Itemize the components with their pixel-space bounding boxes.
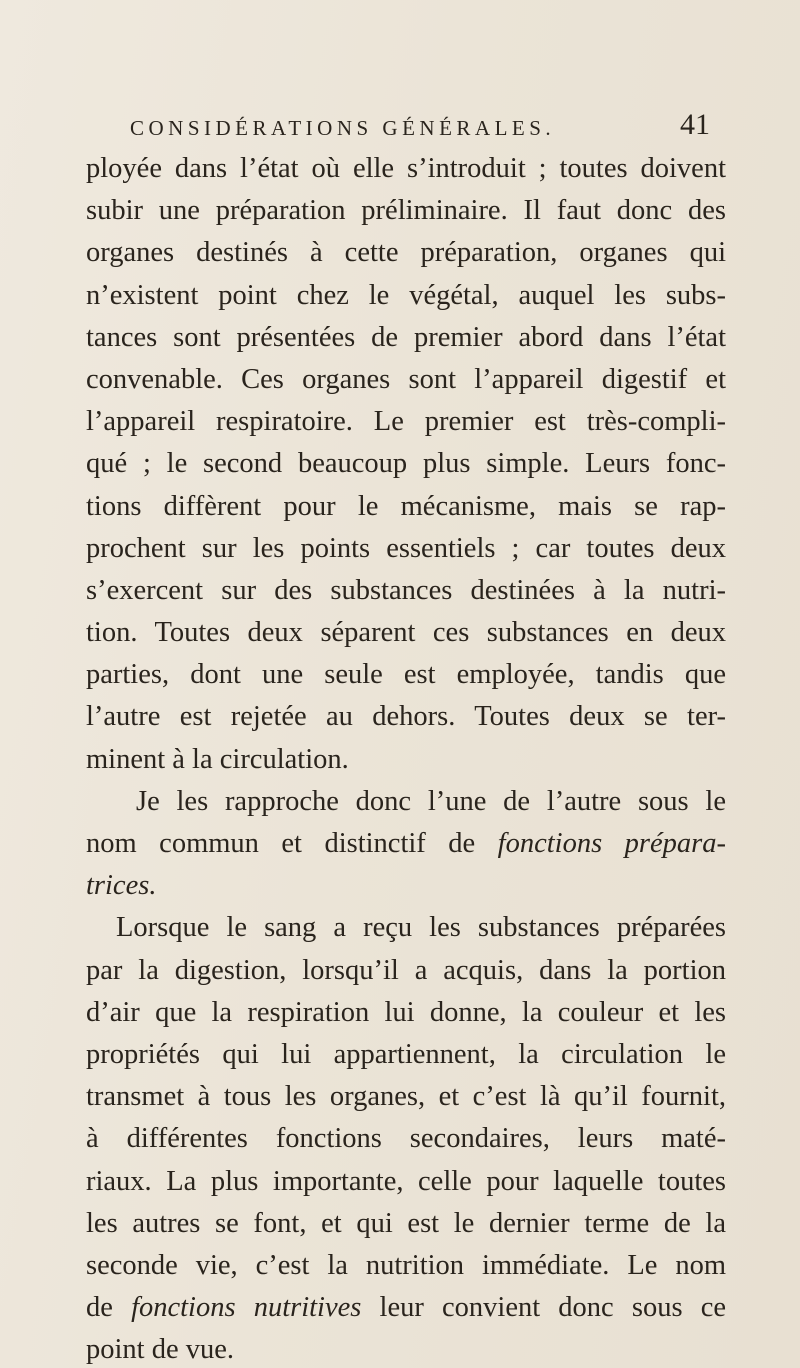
paragraph-start-line: Je les rapproche donc l’une de l’autre sous le (136, 785, 726, 817)
text-line: par la digestion, lorsqu’il a acquis, dans la portion (86, 954, 726, 986)
paragraph-start-line: Lorsque le sang a reçu les substances préparées (116, 912, 726, 944)
page-header (130, 106, 710, 146)
text-line: parties, dont une seule est employée, tandis que (86, 659, 726, 691)
body-text (86, 148, 726, 1368)
text-line: à différentes fonctions secondaires, leurs maté- (86, 1123, 726, 1155)
text-line-with-italic (86, 823, 726, 865)
page-number: 41 (680, 108, 710, 141)
italic-term-continuation: trices. (86, 870, 157, 902)
text-line: transmet à tous les organes, et c’est là qu’il fournit, (86, 1081, 726, 1113)
text-line: prochent sur les points essentiels ; car toutes deux (86, 532, 726, 564)
text-line: subir une préparation préliminaire. Il faut donc des (86, 195, 726, 227)
text-line: l’appareil respiratoire. Le premier est très-compli- (86, 406, 726, 438)
running-head: CONSIDÉRATIONS GÉNÉRALES. (130, 116, 556, 140)
text-line: riaux. La plus importante, celle pour laquelle toutes (86, 1165, 726, 1197)
italic-term: fonctions nutritives (131, 1292, 362, 1324)
paragraph-end-line: point de vue. (86, 1334, 235, 1366)
paragraph-end-line: minent à la circulation. (86, 743, 349, 775)
text-line: tances sont présentées de premier abord dans l’état (86, 321, 726, 353)
text-line: seconde vie, c’est la nutrition immédiate. Le nom (86, 1249, 726, 1281)
italic-term: fonctions prépara- (497, 828, 726, 859)
text-span: de (86, 1292, 132, 1324)
text-line: n’existent point chez le végétal, auquel les subs- (86, 279, 726, 311)
text-line: l’autre est rejetée au dehors. Toutes deux se ter- (86, 701, 726, 733)
text-line: ployée dans l’état où elle s’introduit ; toutes doivent (86, 153, 726, 184)
text-line: organes destinés à cette préparation, organes qui (86, 237, 726, 269)
text-span: nom commun et distinctif de (86, 828, 498, 859)
text-line: s’exercent sur des substances destinées à la nutri- (86, 574, 726, 606)
text-line: tions diffèrent pour le mécanisme, mais se rap- (86, 490, 726, 522)
text-line: d’air que la respiration lui donne, la couleur et les (86, 996, 726, 1028)
text-line: qué ; le second beaucoup plus simple. Leurs fonc- (86, 448, 726, 480)
text-span: leur convient donc sous ce (361, 1292, 726, 1324)
text-line: les autres se font, et qui est le dernier terme de la (86, 1207, 726, 1239)
text-line: propriétés qui lui appartiennent, la circulation le (86, 1038, 726, 1070)
text-line-with-italic (86, 1287, 726, 1329)
text-line: tion. Toutes deux séparent ces substances en deux (86, 617, 726, 649)
text-line: convenable. Ces organes sont l’appareil digestif et (86, 363, 726, 395)
